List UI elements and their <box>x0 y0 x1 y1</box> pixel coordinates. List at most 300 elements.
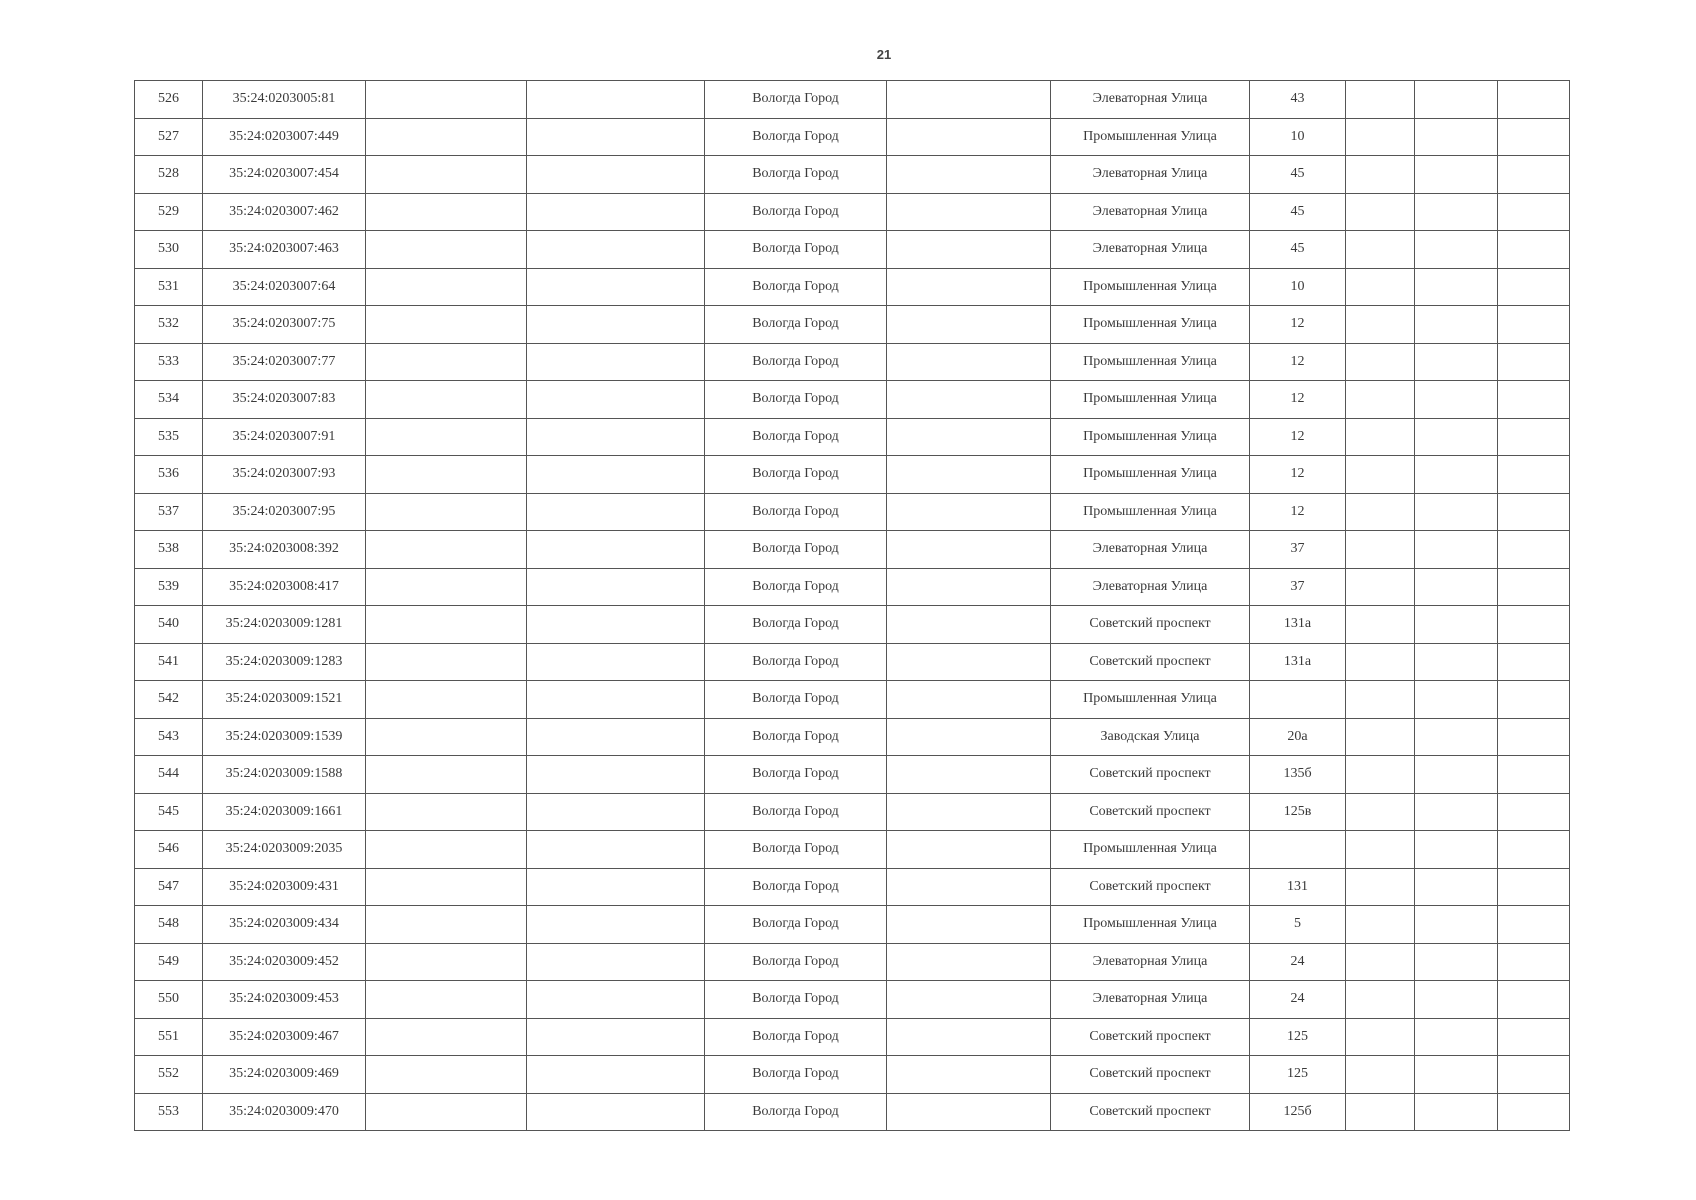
empty-cell <box>887 643 1051 681</box>
city-cell: Вологда Город <box>705 681 887 719</box>
empty-cell <box>1346 1093 1415 1131</box>
empty-cell <box>1346 756 1415 794</box>
city-cell: Вологда Город <box>705 1018 887 1056</box>
empty-cell <box>887 118 1051 156</box>
empty-cell <box>1346 381 1415 419</box>
street-cell: Промышленная Улица <box>1051 306 1250 344</box>
empty-cell <box>527 343 705 381</box>
empty-cell <box>1415 531 1498 569</box>
city-cell: Вологда Город <box>705 156 887 194</box>
cadastral-number-cell: 35:24:0203009:2035 <box>203 831 366 869</box>
empty-cell <box>1498 831 1570 869</box>
table-row <box>135 306 1570 344</box>
street-cell: Промышленная Улица <box>1051 268 1250 306</box>
street-cell: Элеваторная Улица <box>1051 156 1250 194</box>
house-number-cell <box>1250 681 1346 719</box>
row-number-cell: 550 <box>135 981 203 1019</box>
street-cell: Советский проспект <box>1051 1056 1250 1094</box>
empty-cell <box>887 868 1051 906</box>
empty-cell <box>1415 231 1498 269</box>
empty-cell <box>366 381 527 419</box>
empty-cell <box>1415 1056 1498 1094</box>
empty-cell <box>366 981 527 1019</box>
empty-cell <box>366 831 527 869</box>
street-cell: Элеваторная Улица <box>1051 943 1250 981</box>
empty-cell <box>887 943 1051 981</box>
empty-cell <box>527 831 705 869</box>
cadastral-number-cell: 35:24:0203007:93 <box>203 456 366 494</box>
empty-cell <box>527 643 705 681</box>
empty-cell <box>887 793 1051 831</box>
row-number-cell: 552 <box>135 1056 203 1094</box>
empty-cell <box>527 606 705 644</box>
empty-cell <box>1415 981 1498 1019</box>
empty-cell <box>1498 606 1570 644</box>
empty-cell <box>887 568 1051 606</box>
street-cell: Промышленная Улица <box>1051 118 1250 156</box>
empty-cell <box>527 531 705 569</box>
house-number-cell <box>1250 831 1346 869</box>
empty-cell <box>1346 343 1415 381</box>
city-cell: Вологда Город <box>705 868 887 906</box>
empty-cell <box>1346 643 1415 681</box>
table-row <box>135 343 1570 381</box>
house-number-cell: 12 <box>1250 343 1346 381</box>
house-number-cell: 24 <box>1250 981 1346 1019</box>
empty-cell <box>366 193 527 231</box>
house-number-cell: 12 <box>1250 381 1346 419</box>
empty-cell <box>1346 568 1415 606</box>
empty-cell <box>887 1093 1051 1131</box>
empty-cell <box>366 418 527 456</box>
empty-cell <box>1346 193 1415 231</box>
empty-cell <box>527 81 705 119</box>
empty-cell <box>1346 906 1415 944</box>
street-cell: Советский проспект <box>1051 1093 1250 1131</box>
empty-cell <box>527 156 705 194</box>
table-row <box>135 793 1570 831</box>
empty-cell <box>887 906 1051 944</box>
house-number-cell: 12 <box>1250 456 1346 494</box>
row-number-cell: 548 <box>135 906 203 944</box>
empty-cell <box>887 418 1051 456</box>
empty-cell <box>366 568 527 606</box>
empty-cell <box>1415 81 1498 119</box>
empty-cell <box>1415 831 1498 869</box>
table-row <box>135 681 1570 719</box>
house-number-cell: 43 <box>1250 81 1346 119</box>
house-number-cell: 125 <box>1250 1018 1346 1056</box>
table-row <box>135 118 1570 156</box>
empty-cell <box>527 793 705 831</box>
empty-cell <box>1415 268 1498 306</box>
empty-cell <box>527 231 705 269</box>
cadastral-number-cell: 35:24:0203007:91 <box>203 418 366 456</box>
row-number-cell: 526 <box>135 81 203 119</box>
empty-cell <box>887 193 1051 231</box>
empty-cell <box>527 756 705 794</box>
empty-cell <box>1415 868 1498 906</box>
empty-cell <box>1346 831 1415 869</box>
city-cell: Вологда Город <box>705 531 887 569</box>
house-number-cell: 45 <box>1250 156 1346 194</box>
empty-cell <box>1415 418 1498 456</box>
cadastral-number-cell: 35:24:0203009:434 <box>203 906 366 944</box>
city-cell: Вологда Город <box>705 1056 887 1094</box>
empty-cell <box>887 231 1051 269</box>
row-number-cell: 540 <box>135 606 203 644</box>
city-cell: Вологда Город <box>705 418 887 456</box>
street-cell: Промышленная Улица <box>1051 418 1250 456</box>
empty-cell <box>1415 381 1498 419</box>
empty-cell <box>1415 568 1498 606</box>
empty-cell <box>527 193 705 231</box>
house-number-cell: 135б <box>1250 756 1346 794</box>
empty-cell <box>887 81 1051 119</box>
empty-cell <box>1498 456 1570 494</box>
row-number-cell: 547 <box>135 868 203 906</box>
empty-cell <box>1415 793 1498 831</box>
empty-cell <box>887 156 1051 194</box>
house-number-cell: 12 <box>1250 306 1346 344</box>
empty-cell <box>527 418 705 456</box>
empty-cell <box>366 231 527 269</box>
table-row <box>135 718 1570 756</box>
empty-cell <box>887 531 1051 569</box>
empty-cell <box>366 306 527 344</box>
house-number-cell: 131а <box>1250 643 1346 681</box>
street-cell: Элеваторная Улица <box>1051 81 1250 119</box>
empty-cell <box>527 868 705 906</box>
table-body <box>135 81 1570 1131</box>
row-number-cell: 532 <box>135 306 203 344</box>
empty-cell <box>1498 343 1570 381</box>
city-cell: Вологда Город <box>705 981 887 1019</box>
empty-cell <box>1498 793 1570 831</box>
house-number-cell: 10 <box>1250 268 1346 306</box>
empty-cell <box>1498 493 1570 531</box>
street-cell: Заводская Улица <box>1051 718 1250 756</box>
house-number-cell: 45 <box>1250 193 1346 231</box>
empty-cell <box>887 456 1051 494</box>
empty-cell <box>1415 943 1498 981</box>
empty-cell <box>366 268 527 306</box>
street-cell: Промышленная Улица <box>1051 343 1250 381</box>
empty-cell <box>1415 156 1498 194</box>
house-number-cell: 12 <box>1250 493 1346 531</box>
empty-cell <box>1415 306 1498 344</box>
table-row <box>135 943 1570 981</box>
empty-cell <box>1346 1056 1415 1094</box>
empty-cell <box>1415 193 1498 231</box>
empty-cell <box>527 1018 705 1056</box>
house-number-cell: 125б <box>1250 1093 1346 1131</box>
street-cell: Советский проспект <box>1051 868 1250 906</box>
empty-cell <box>887 343 1051 381</box>
table-row <box>135 381 1570 419</box>
empty-cell <box>527 981 705 1019</box>
street-cell: Элеваторная Улица <box>1051 193 1250 231</box>
empty-cell <box>527 943 705 981</box>
row-number-cell: 528 <box>135 156 203 194</box>
street-cell: Промышленная Улица <box>1051 831 1250 869</box>
house-number-cell: 5 <box>1250 906 1346 944</box>
house-number-cell: 24 <box>1250 943 1346 981</box>
empty-cell <box>1498 1018 1570 1056</box>
empty-cell <box>527 718 705 756</box>
table-row <box>135 981 1570 1019</box>
row-number-cell: 530 <box>135 231 203 269</box>
empty-cell <box>527 568 705 606</box>
empty-cell <box>527 118 705 156</box>
empty-cell <box>887 268 1051 306</box>
empty-cell <box>527 268 705 306</box>
cadastral-number-cell: 35:24:0203008:417 <box>203 568 366 606</box>
cadastral-number-cell: 35:24:0203007:83 <box>203 381 366 419</box>
street-cell: Промышленная Улица <box>1051 906 1250 944</box>
empty-cell <box>1415 756 1498 794</box>
empty-cell <box>1498 868 1570 906</box>
row-number-cell: 544 <box>135 756 203 794</box>
row-number-cell: 535 <box>135 418 203 456</box>
table-row <box>135 193 1570 231</box>
empty-cell <box>1498 1056 1570 1094</box>
empty-cell <box>527 681 705 719</box>
city-cell: Вологда Город <box>705 306 887 344</box>
empty-cell <box>1346 493 1415 531</box>
empty-cell <box>366 456 527 494</box>
table-row <box>135 1056 1570 1094</box>
city-cell: Вологда Город <box>705 193 887 231</box>
empty-cell <box>1415 343 1498 381</box>
cadastral-number-cell: 35:24:0203007:463 <box>203 231 366 269</box>
street-cell: Промышленная Улица <box>1051 493 1250 531</box>
empty-cell <box>1498 1093 1570 1131</box>
street-cell: Советский проспект <box>1051 606 1250 644</box>
empty-cell <box>1415 718 1498 756</box>
empty-cell <box>1346 718 1415 756</box>
city-cell: Вологда Город <box>705 231 887 269</box>
empty-cell <box>1346 456 1415 494</box>
street-cell: Советский проспект <box>1051 793 1250 831</box>
cadastral-number-cell: 35:24:0203009:1539 <box>203 718 366 756</box>
empty-cell <box>887 981 1051 1019</box>
cadastral-number-cell: 35:24:0203008:392 <box>203 531 366 569</box>
street-cell: Советский проспект <box>1051 1018 1250 1056</box>
registry-table <box>134 80 1570 1131</box>
city-cell: Вологда Город <box>705 456 887 494</box>
row-number-cell: 538 <box>135 531 203 569</box>
city-cell: Вологда Город <box>705 718 887 756</box>
empty-cell <box>887 306 1051 344</box>
empty-cell <box>1346 681 1415 719</box>
cadastral-number-cell: 35:24:0203007:64 <box>203 268 366 306</box>
cadastral-number-cell: 35:24:0203009:1661 <box>203 793 366 831</box>
page-number: 21 <box>876 47 892 62</box>
house-number-cell: 10 <box>1250 118 1346 156</box>
row-number-cell: 527 <box>135 118 203 156</box>
table-row <box>135 1093 1570 1131</box>
empty-cell <box>1346 943 1415 981</box>
empty-cell <box>1415 1093 1498 1131</box>
row-number-cell: 529 <box>135 193 203 231</box>
house-number-cell: 37 <box>1250 568 1346 606</box>
empty-cell <box>527 306 705 344</box>
empty-cell <box>1346 793 1415 831</box>
empty-cell <box>366 1018 527 1056</box>
street-cell: Промышленная Улица <box>1051 381 1250 419</box>
city-cell: Вологда Город <box>705 606 887 644</box>
empty-cell <box>527 1056 705 1094</box>
empty-cell <box>1346 81 1415 119</box>
empty-cell <box>1346 981 1415 1019</box>
empty-cell <box>366 81 527 119</box>
street-cell: Советский проспект <box>1051 643 1250 681</box>
table-row <box>135 868 1570 906</box>
city-cell: Вологда Город <box>705 906 887 944</box>
row-number-cell: 539 <box>135 568 203 606</box>
empty-cell <box>366 531 527 569</box>
empty-cell <box>1498 381 1570 419</box>
city-cell: Вологда Город <box>705 81 887 119</box>
empty-cell <box>1498 118 1570 156</box>
cadastral-number-cell: 35:24:0203007:462 <box>203 193 366 231</box>
row-number-cell: 549 <box>135 943 203 981</box>
table-row <box>135 531 1570 569</box>
empty-cell <box>1415 906 1498 944</box>
table-row <box>135 643 1570 681</box>
empty-cell <box>366 868 527 906</box>
street-cell: Промышленная Улица <box>1051 681 1250 719</box>
row-number-cell: 542 <box>135 681 203 719</box>
empty-cell <box>1415 118 1498 156</box>
city-cell: Вологда Город <box>705 756 887 794</box>
street-cell: Элеваторная Улица <box>1051 531 1250 569</box>
row-number-cell: 534 <box>135 381 203 419</box>
house-number-cell: 37 <box>1250 531 1346 569</box>
empty-cell <box>1346 231 1415 269</box>
empty-cell <box>887 381 1051 419</box>
empty-cell <box>1346 531 1415 569</box>
city-cell: Вологда Город <box>705 343 887 381</box>
row-number-cell: 541 <box>135 643 203 681</box>
street-cell: Элеваторная Улица <box>1051 981 1250 1019</box>
house-number-cell: 125в <box>1250 793 1346 831</box>
city-cell: Вологда Город <box>705 831 887 869</box>
table-row <box>135 568 1570 606</box>
empty-cell <box>366 718 527 756</box>
row-number-cell: 553 <box>135 1093 203 1131</box>
street-cell: Элеваторная Улица <box>1051 568 1250 606</box>
house-number-cell: 131а <box>1250 606 1346 644</box>
row-number-cell: 551 <box>135 1018 203 1056</box>
empty-cell <box>366 681 527 719</box>
empty-cell <box>527 1093 705 1131</box>
table-row <box>135 493 1570 531</box>
empty-cell <box>527 381 705 419</box>
empty-cell <box>1498 756 1570 794</box>
empty-cell <box>1346 418 1415 456</box>
cadastral-number-cell: 35:24:0203009:1281 <box>203 606 366 644</box>
empty-cell <box>366 343 527 381</box>
row-number-cell: 545 <box>135 793 203 831</box>
empty-cell <box>1498 718 1570 756</box>
table-row <box>135 418 1570 456</box>
empty-cell <box>1346 1018 1415 1056</box>
table-row <box>135 156 1570 194</box>
cadastral-number-cell: 35:24:0203007:449 <box>203 118 366 156</box>
house-number-cell: 125 <box>1250 1056 1346 1094</box>
empty-cell <box>1498 81 1570 119</box>
row-number-cell: 543 <box>135 718 203 756</box>
empty-cell <box>1498 568 1570 606</box>
house-number-cell: 131 <box>1250 868 1346 906</box>
empty-cell <box>366 793 527 831</box>
house-number-cell: 20а <box>1250 718 1346 756</box>
empty-cell <box>366 906 527 944</box>
empty-cell <box>1346 306 1415 344</box>
empty-cell <box>887 831 1051 869</box>
empty-cell <box>366 943 527 981</box>
empty-cell <box>1415 456 1498 494</box>
table-row <box>135 906 1570 944</box>
cadastral-number-cell: 35:24:0203009:431 <box>203 868 366 906</box>
row-number-cell: 546 <box>135 831 203 869</box>
table-row <box>135 231 1570 269</box>
table-row <box>135 456 1570 494</box>
empty-cell <box>1346 606 1415 644</box>
cadastral-number-cell: 35:24:0203007:75 <box>203 306 366 344</box>
empty-cell <box>366 756 527 794</box>
empty-cell <box>1415 1018 1498 1056</box>
empty-cell <box>1498 306 1570 344</box>
row-number-cell: 533 <box>135 343 203 381</box>
empty-cell <box>366 1056 527 1094</box>
empty-cell <box>1498 943 1570 981</box>
cadastral-number-cell: 35:24:0203009:1588 <box>203 756 366 794</box>
empty-cell <box>366 156 527 194</box>
empty-cell <box>1498 906 1570 944</box>
empty-cell <box>527 456 705 494</box>
empty-cell <box>366 643 527 681</box>
empty-cell <box>887 606 1051 644</box>
cadastral-number-cell: 35:24:0203005:81 <box>203 81 366 119</box>
empty-cell <box>1498 981 1570 1019</box>
cadastral-number-cell: 35:24:0203007:95 <box>203 493 366 531</box>
empty-cell <box>1346 156 1415 194</box>
empty-cell <box>1498 156 1570 194</box>
street-cell: Советский проспект <box>1051 756 1250 794</box>
cadastral-number-cell: 35:24:0203009:470 <box>203 1093 366 1131</box>
city-cell: Вологда Город <box>705 1093 887 1131</box>
empty-cell <box>527 493 705 531</box>
city-cell: Вологда Город <box>705 118 887 156</box>
empty-cell <box>1498 643 1570 681</box>
empty-cell <box>366 118 527 156</box>
empty-cell <box>887 1018 1051 1056</box>
empty-cell <box>366 606 527 644</box>
city-cell: Вологда Город <box>705 793 887 831</box>
empty-cell <box>887 756 1051 794</box>
table-row <box>135 831 1570 869</box>
cadastral-number-cell: 35:24:0203009:452 <box>203 943 366 981</box>
city-cell: Вологда Город <box>705 493 887 531</box>
cadastral-number-cell: 35:24:0203009:467 <box>203 1018 366 1056</box>
empty-cell <box>527 906 705 944</box>
street-cell: Промышленная Улица <box>1051 456 1250 494</box>
empty-cell <box>1498 193 1570 231</box>
row-number-cell: 537 <box>135 493 203 531</box>
